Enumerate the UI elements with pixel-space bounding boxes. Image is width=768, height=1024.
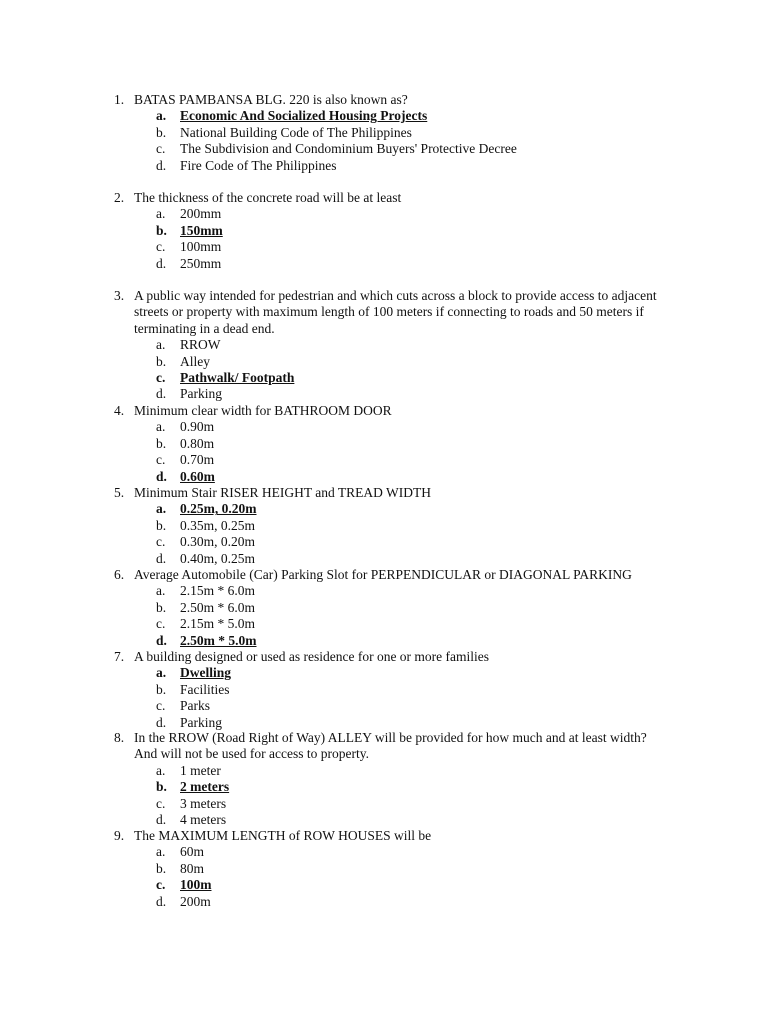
question-number: 6.: [114, 567, 125, 582]
option-letter: c.: [156, 795, 166, 811]
question-text: A building designed or used as residence for one or more families: [134, 649, 490, 664]
answer-option-correct: [114, 633, 674, 649]
option-letter: a.: [156, 762, 166, 778]
option-letter: a.: [156, 844, 166, 860]
option-text: 80m: [180, 860, 205, 876]
answer-option: [114, 682, 674, 698]
option-text: 100m: [180, 877, 212, 893]
question-number: 1.: [114, 92, 125, 107]
option-letter: b.: [156, 124, 167, 140]
option-letter: b.: [156, 599, 167, 615]
option-letter: c.: [156, 877, 166, 893]
question-4: [114, 403, 674, 485]
option-text: 3 meters: [180, 795, 227, 811]
option-letter: c.: [156, 534, 166, 550]
option-letter: d.: [156, 632, 167, 648]
option-text: 200mm: [180, 206, 222, 222]
option-text: Facilities: [180, 681, 230, 697]
question-line: [114, 304, 674, 320]
option-letter: c.: [156, 141, 166, 157]
question-line: [114, 321, 674, 337]
answer-option: [114, 256, 674, 272]
option-text: Pathwalk/ Footpath: [180, 369, 295, 385]
question-8: [114, 730, 674, 828]
option-letter: b.: [156, 779, 167, 795]
answer-option: [114, 141, 674, 157]
answer-option: [114, 419, 674, 435]
question-line: [114, 828, 674, 844]
answer-option: [114, 436, 674, 452]
answer-option: [114, 796, 674, 812]
option-text: 0.90m: [180, 419, 215, 435]
option-text: 0.60m: [180, 468, 215, 484]
option-text: 0.25m, 0.20m: [180, 501, 257, 517]
option-text: Alley: [180, 353, 210, 369]
option-text: 0.80m: [180, 435, 215, 451]
question-line: [114, 190, 674, 206]
question-text: terminating in a dead end.: [134, 320, 275, 336]
option-text: 2.15m * 6.0m: [180, 583, 256, 599]
question-number: 8.: [114, 730, 125, 745]
answer-option: [114, 337, 674, 353]
answer-option: [114, 551, 674, 567]
question-number: 2.: [114, 190, 125, 205]
option-text: 0.70m: [180, 452, 215, 468]
question-text: Minimum Stair RISER HEIGHT and TREAD WIDTH: [134, 485, 431, 500]
option-text: 200m: [180, 893, 211, 909]
question-text: streets or property with maximum length of 100 meters if connecting to roads and 50 meters if: [134, 304, 644, 320]
option-letter: d.: [156, 714, 167, 730]
answer-option: [114, 206, 674, 222]
option-text: The Subdivision and Condominium Buyers' Protective Decree: [180, 141, 517, 157]
option-letter: d.: [156, 157, 167, 173]
answer-option: [114, 600, 674, 616]
option-letter: d.: [156, 893, 167, 909]
option-text: 2.50m * 6.0m: [180, 599, 256, 615]
question-text: The MAXIMUM LENGTH of ROW HOUSES will be: [134, 828, 432, 843]
option-text: Parks: [180, 698, 210, 714]
option-text: 250mm: [180, 255, 222, 271]
answer-option: [114, 239, 674, 255]
question-text: Minimum clear width for BATHROOM DOOR: [134, 403, 392, 418]
answer-option-correct: [114, 223, 674, 239]
option-letter: b.: [156, 517, 167, 533]
option-letter: b.: [156, 860, 167, 876]
option-text: 2.15m * 5.0m: [180, 616, 256, 632]
question-7: [114, 649, 674, 731]
answer-option-correct: [114, 108, 674, 124]
question-line: [114, 92, 674, 108]
option-letter: c.: [156, 616, 166, 632]
option-letter: a.: [156, 206, 166, 222]
option-text: Economic And Socialized Housing Projects: [180, 108, 428, 124]
option-letter: b.: [156, 353, 167, 369]
option-text: 150mm: [180, 222, 223, 238]
option-text: 60m: [180, 844, 205, 860]
answer-option: [114, 616, 674, 632]
option-letter: b.: [156, 222, 167, 238]
option-text: 100mm: [180, 239, 222, 255]
option-letter: a.: [156, 108, 167, 124]
answer-option: [114, 518, 674, 534]
question-2: [114, 190, 674, 272]
option-text: Dwelling: [180, 665, 232, 681]
answer-option: [114, 534, 674, 550]
option-text: 0.35m, 0.25m: [180, 517, 256, 533]
answer-option: [114, 386, 674, 402]
question-text: Average Automobile (Car) Parking Slot for PERPENDICULAR or DIAGONAL PARKING: [134, 567, 632, 582]
option-letter: b.: [156, 681, 167, 697]
answer-option: [114, 861, 674, 877]
question-text: And will not be used for access to property.: [134, 746, 369, 762]
option-text: Parking: [180, 386, 222, 402]
question-line: [114, 485, 674, 501]
question-text: A public way intended for pedestrian and which cuts across a block to provide access to adjacent: [134, 288, 657, 303]
question-9: [114, 828, 674, 910]
option-letter: d.: [156, 386, 167, 402]
question-text: The thickness of the concrete road will be at least: [134, 190, 402, 205]
option-text: 0.30m, 0.20m: [180, 534, 256, 550]
answer-option: [114, 894, 674, 910]
option-text: 1 meter: [180, 762, 221, 778]
question-line: [114, 288, 674, 304]
answer-option: [114, 844, 674, 860]
option-text: National Building Code of The Philippines: [180, 124, 412, 140]
answer-option: [114, 354, 674, 370]
answer-option-correct: [114, 665, 674, 681]
option-letter: b.: [156, 435, 167, 451]
option-letter: d.: [156, 468, 167, 484]
option-letter: a.: [156, 419, 166, 435]
question-text: BATAS PAMBANSA BLG. 220 is also known as?: [134, 92, 408, 107]
question-5: [114, 485, 674, 567]
answer-option-correct: [114, 501, 674, 517]
question-number: 5.: [114, 485, 125, 500]
answer-option-correct: [114, 469, 674, 485]
option-letter: c.: [156, 698, 166, 714]
answer-option: [114, 715, 674, 731]
answer-option: [114, 158, 674, 174]
option-letter: c.: [156, 452, 166, 468]
option-letter: d.: [156, 811, 167, 827]
answer-option: [114, 698, 674, 714]
answer-option-correct: [114, 370, 674, 386]
answer-option: [114, 812, 674, 828]
option-text: 2.50m * 5.0m: [180, 632, 257, 648]
answer-option: [114, 125, 674, 141]
question-number: 3.: [114, 288, 125, 303]
option-letter: a.: [156, 665, 167, 681]
question-number: 9.: [114, 828, 125, 843]
question-line: [114, 403, 674, 419]
question-3: [114, 288, 674, 403]
option-text: 4 meters: [180, 811, 227, 827]
answer-option: [114, 452, 674, 468]
question-line: [114, 649, 674, 665]
option-letter: a.: [156, 583, 166, 599]
option-text: RROW: [180, 337, 221, 353]
option-text: Parking: [180, 714, 222, 730]
question-number: 7.: [114, 649, 125, 664]
question-line: [114, 567, 674, 583]
option-letter: c.: [156, 369, 166, 385]
question-line: [114, 746, 674, 762]
option-text: 2 meters: [180, 779, 230, 795]
option-letter: d.: [156, 550, 167, 566]
option-text: Fire Code of The Philippines: [180, 157, 337, 173]
question-text: In the RROW (Road Right of Way) ALLEY will be provided for how much and at least width?: [134, 730, 647, 745]
answer-option-correct: [114, 779, 674, 795]
answer-option: [114, 763, 674, 779]
question-number: 4.: [114, 403, 125, 418]
option-letter: c.: [156, 239, 166, 255]
answer-option: [114, 583, 674, 599]
question-line: [114, 730, 674, 746]
question-6: [114, 567, 674, 649]
answer-option-correct: [114, 877, 674, 893]
question-1: [114, 92, 674, 174]
option-letter: a.: [156, 501, 167, 517]
option-letter: d.: [156, 255, 167, 271]
option-text: 0.40m, 0.25m: [180, 550, 256, 566]
option-letter: a.: [156, 337, 166, 353]
